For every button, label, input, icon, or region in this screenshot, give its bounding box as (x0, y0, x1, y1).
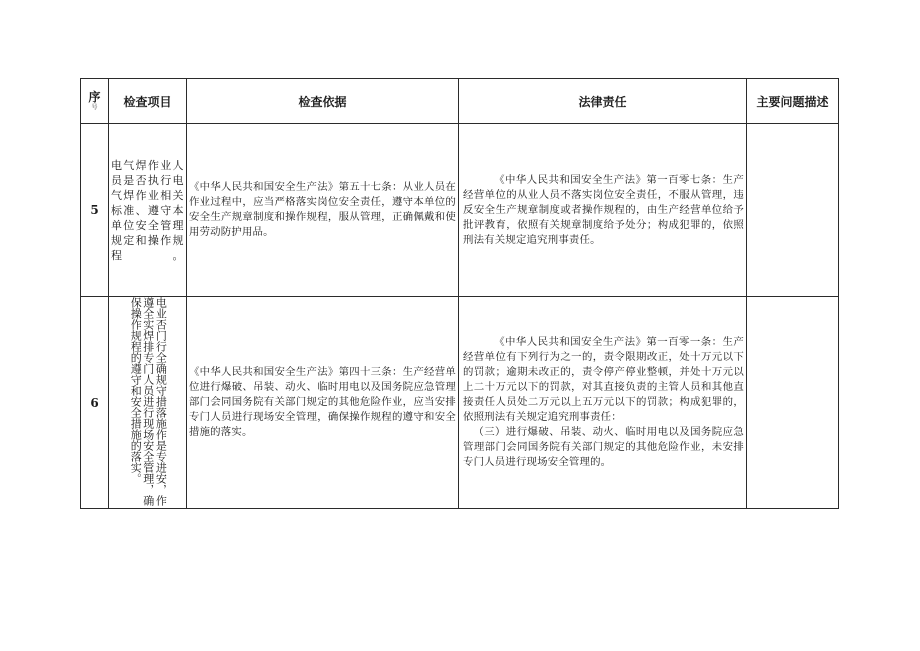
check-item-cell (109, 124, 187, 297)
inspection-table (80, 78, 839, 509)
table-row (81, 297, 839, 509)
header-seq (81, 79, 109, 124)
liability-cell (459, 297, 747, 509)
header-seq-sub: 号 (91, 104, 98, 112)
liability-text: 《中华人民共和国安全生产法》第一百零一条：生产经营单位有下列行为之一的，责令限期改正，处十万元以下的罚款；逾期未改正的，责令停产停业整顿，并处十万元以上二十万元以下的罚款，对其直接负责的主管人员和其他直接责任人员处二万元以上五万元以下的罚款；构成犯罪的，依照刑法有关规定追究刑事责任： (463, 336, 744, 423)
check-item-text: 电业否门行全确规守措落施作是专进安，作遵全实焊排专门人员进行现场安全管理，确保操作规程的遵守和安全措施的落实。 (129, 297, 168, 506)
check-basis-cell (187, 124, 459, 297)
header-liability: 法律责任 (459, 79, 747, 124)
check-basis-cell (187, 297, 459, 509)
check-basis-text: 《中华人民共和国安全生产法》第五十七条：从业人员在作业过程中，应当严格落实岗位安全责任，遵守本单位的安全生产规章制度和操作规程，服从管理，正确佩戴和使用劳动防护用品。 (189, 181, 456, 238)
header-problem: 主要问题描述 (747, 79, 839, 124)
liability-cell (459, 124, 747, 297)
table-header-row (81, 79, 839, 124)
row-number: 5 (81, 124, 109, 297)
problem-description-cell[interactable] (747, 124, 839, 297)
liability-text: 《中华人民共和国安全生产法》第一百零七条：生产经营单位的从业人员不落实岗位安全责任，不服从管理，违反安全生产规章制度或者操作规程的，由生产经营单位给予批评教育，依照有关规章制度给予处分；构成犯罪的，依照刑法有关规定追究刑事责任。 (463, 173, 744, 246)
check-item-text: 电气焊作业人员是否执行电气焊作业相关标准、遵守本单位安全管理规定和操作规程。 (111, 158, 184, 262)
row-number: 6 (81, 297, 109, 509)
header-item: 检查项目 (109, 79, 187, 124)
table-row (81, 124, 839, 297)
check-item-cell (109, 297, 187, 509)
inspection-sheet (80, 78, 838, 508)
header-seq-label: 序 (88, 89, 101, 104)
check-basis-text: 《中华人民共和国安全生产法》第四十三条：生产经营单位进行爆破、吊装、动火、临时用电以及国务院应急管理部门会同国务院有关部门规定的其他危险作业，应当安排专门人员进行现场安全管理，确保操作规程的遵守和安全措施的落实。 (189, 366, 456, 438)
liability-clause-text: （三）进行爆破、吊装、动火、临时用电以及国务院应急管理部门会同国务院有关部门规定的其他危险作业，未安排专门人员进行现场安全管理的。 (463, 426, 744, 468)
problem-description-cell[interactable] (747, 297, 839, 509)
header-basis: 检查依据 (187, 79, 459, 124)
